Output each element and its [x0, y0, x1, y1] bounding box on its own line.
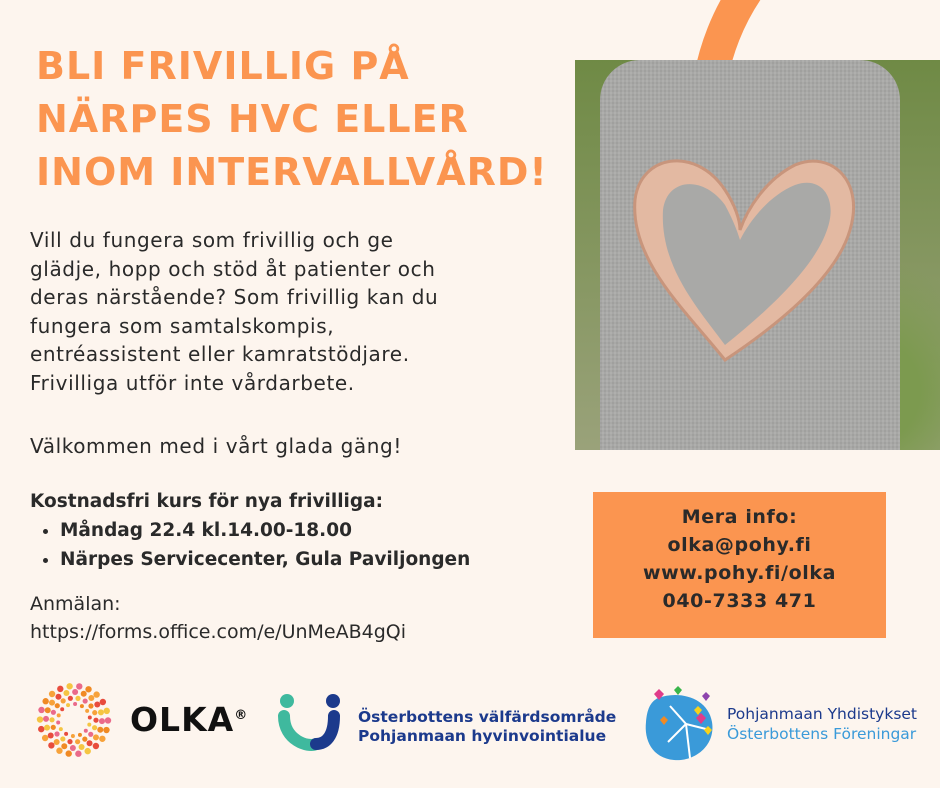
olka-ring-dot	[42, 698, 48, 704]
pohjanmaan-line-1: Pohjanmaan Yhdistykset	[727, 705, 918, 723]
olka-ring-dot	[61, 743, 67, 749]
heart-hands-photo	[575, 60, 940, 450]
olka-ring-dot	[67, 739, 72, 744]
olka-ring-dot	[59, 727, 63, 731]
olka-ring-dot	[54, 731, 59, 736]
olka-ring-dot	[49, 700, 55, 706]
olka-logo-text	[130, 700, 248, 739]
olka-ring-dot	[84, 729, 88, 733]
olka-ring-dot	[42, 735, 48, 741]
olka-ring-dot	[56, 720, 60, 724]
olka-ring-dot	[55, 703, 60, 708]
olka-ring-dot	[83, 698, 88, 703]
olka-ring-dot	[38, 707, 44, 713]
olka-ring-dot	[56, 748, 62, 754]
olka-ring-dot	[97, 727, 103, 733]
olka-ring-dot	[43, 716, 49, 722]
olka-ring-dot	[80, 704, 84, 708]
info-box	[593, 492, 886, 638]
olka-ring-dot	[103, 727, 109, 733]
olka-ring-dot	[49, 691, 55, 697]
signup-url[interactable]: https://forms.office.com/e/UnMeAB4gQi	[30, 621, 407, 643]
course-heading: Kostnadsfri kurs för nya frivilliga:	[30, 491, 384, 512]
olka-ring-dot	[92, 725, 97, 730]
olka-ring-dot	[51, 725, 56, 730]
olka-registered-mark: ®	[234, 708, 249, 723]
olka-ring-dot	[70, 745, 76, 751]
info-heading: Mera info:	[681, 506, 798, 528]
info-phone[interactable]: 040-7333 471	[662, 590, 817, 612]
olka-ring-dot	[76, 683, 82, 689]
pohjanmaan-line-2: Österbottens Föreningar	[727, 725, 917, 743]
olka-ring-dot	[49, 717, 54, 722]
olka-ring-dot	[55, 694, 61, 700]
olka-ring-dot	[51, 710, 56, 715]
olka-ring-dot	[85, 709, 89, 713]
olka-ring-dot	[57, 686, 63, 692]
intro-paragraph	[30, 226, 570, 397]
intro-line-1: Vill du fungera som frivillig och ge	[30, 228, 394, 252]
olka-ring-dot	[66, 703, 70, 707]
olka-ring-dot	[84, 748, 90, 754]
title-line-2: NÄRPES HVC ELLER	[36, 97, 469, 141]
olka-ring-dot	[64, 732, 68, 736]
olka-ring-dot	[93, 734, 99, 740]
olka-ring-dot	[54, 739, 60, 745]
olka-ring-dot	[100, 699, 106, 705]
olka-ring-dot	[88, 695, 94, 701]
olka-ring-dot	[60, 736, 65, 741]
olka-ring-dot	[48, 733, 54, 739]
logo-bar	[0, 670, 940, 770]
olka-ring-dot	[66, 750, 72, 756]
olka-ring-dot	[71, 734, 75, 738]
course-list	[30, 516, 590, 574]
olka-ring-dot	[79, 744, 85, 750]
olka-ring-dot	[88, 703, 93, 708]
page-title	[36, 40, 576, 199]
info-email[interactable]: olka@pohy.fi	[667, 534, 812, 556]
olka-ring-dot	[61, 698, 66, 703]
olka-ring-dot	[105, 717, 111, 723]
olka-ring-dot	[75, 696, 80, 701]
olka-ring-dot	[66, 683, 72, 689]
olka-ring-dot	[92, 710, 97, 715]
intro-line-4: fungera som samtalskompis,	[30, 313, 335, 338]
intro-line-5: entréassistent eller kamratstödjare.	[30, 342, 410, 366]
pohjanmaan-map-icon	[640, 684, 718, 764]
pohjanmaan-logo-text	[727, 704, 917, 744]
olka-ring-dot	[93, 718, 98, 723]
olka-ring-dot	[82, 737, 87, 742]
olka-ring-dot	[85, 686, 91, 692]
olka-ring-dot	[98, 709, 104, 715]
title-line-3: INOM INTERVALLVÅRD!	[36, 150, 548, 194]
course-section	[30, 487, 590, 574]
osterbotten-logo-text	[358, 708, 616, 746]
olka-ring-dot	[48, 742, 54, 748]
olka-ring-dot	[104, 708, 110, 714]
course-location-item: • Närpes Servicecenter, Gula Paviljongen	[60, 545, 590, 574]
olka-ring-dot	[93, 691, 99, 697]
heart-hands-inner	[663, 183, 831, 345]
info-web[interactable]: www.pohy.fi/olka	[642, 562, 837, 584]
olka-wordmark: OLKA	[130, 700, 235, 739]
olka-ring-dot	[99, 736, 105, 742]
olka-ring-dot	[63, 690, 69, 696]
olka-ring-dot	[99, 718, 105, 724]
olka-ring-dot	[45, 707, 51, 713]
welcome-text: Välkommen med i vårt glada gäng!	[30, 434, 402, 458]
heart-hands-illustration	[575, 60, 940, 450]
olka-ring-dot	[87, 740, 93, 746]
olka-ring-dot	[75, 739, 80, 744]
olka-ring-dot	[94, 701, 100, 707]
olka-ring-dot	[68, 696, 73, 701]
title-line-1: BLI FRIVILLIG PÅ	[36, 44, 410, 88]
olka-ring-dot	[60, 707, 64, 711]
signup-label: Anmälan:	[30, 593, 121, 615]
olka-ring-dot	[93, 743, 99, 749]
olka-ring-dot	[72, 689, 78, 695]
intro-line-3: deras närstående? Som frivillig kan du	[30, 285, 439, 309]
olka-ring-dot	[37, 716, 43, 722]
olka-ring-dot	[73, 702, 77, 706]
olka-ring-dot	[75, 751, 81, 757]
signup-section	[30, 590, 406, 646]
intro-line-6: Frivilliga utför inte vårdarbete.	[30, 370, 355, 395]
olka-ring-dot	[88, 716, 92, 720]
olka-ring-dot	[88, 732, 93, 737]
osterbotten-line-1: Österbottens välfärdsområde	[358, 708, 617, 726]
intro-line-2: glädje, hopp och stöd åt patienter och	[30, 256, 436, 281]
osterbotten-line-2: Pohjanmaan hyvinvointialue	[358, 727, 607, 745]
olka-dot-ring-icon	[34, 680, 114, 760]
olka-ring-dot	[57, 713, 61, 717]
course-date-item: • Måndag 22.4 kl.14.00-18.00	[60, 516, 590, 545]
olka-ring-dot	[81, 691, 87, 697]
olka-ring-dot	[38, 726, 44, 732]
olka-ring-dot	[44, 725, 50, 731]
osterbotten-smile-icon	[278, 692, 344, 752]
olka-ring-dot	[87, 723, 91, 727]
olka-ring-dot	[78, 733, 82, 737]
